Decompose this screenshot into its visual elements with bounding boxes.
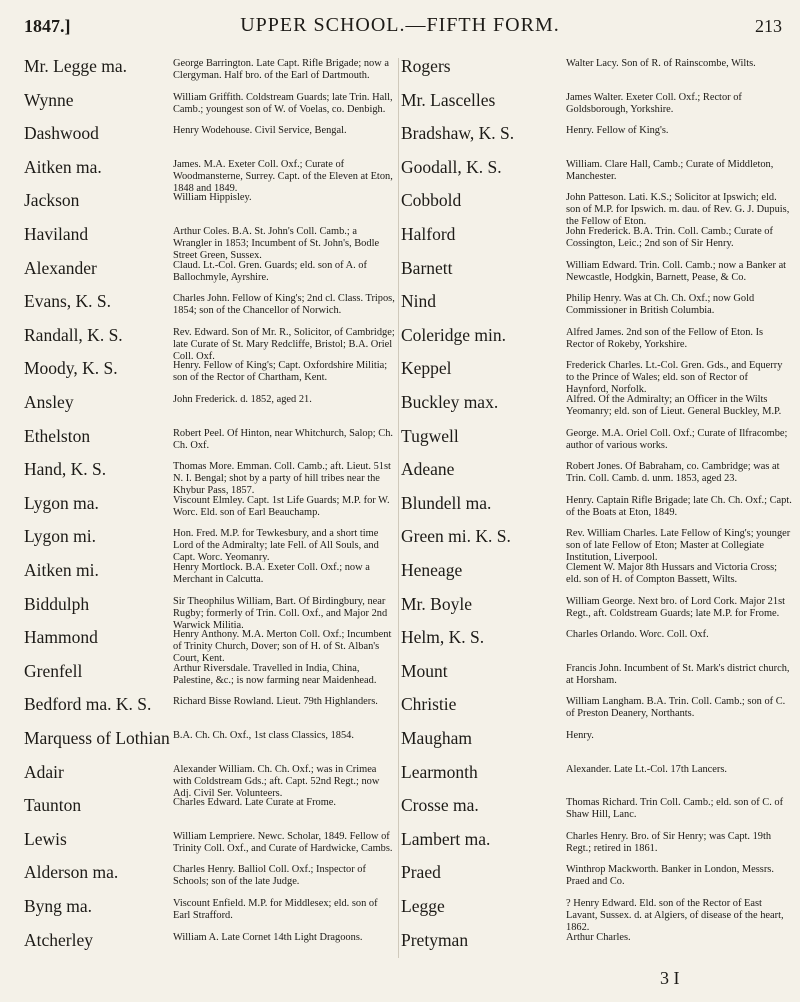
student-name: Green mi. K. S.: [401, 526, 511, 547]
student-entry: William Hippisley.: [173, 192, 252, 204]
student-name: Wynne: [24, 89, 74, 110]
student-name: Grenfell: [24, 660, 83, 681]
student-entry: Charles Henry. Bro. of Sir Henry; was Capt. 19th Regt.; retired in 1861.: [566, 830, 772, 854]
student-entry: Philip Henry. Was at Ch. Ch. Oxf.; now Gold Commissioner in British Columbia.: [566, 293, 755, 317]
signature-mark: 3 I: [660, 968, 680, 988]
student-entry: Robert Jones. Of Babraham, co. Cambridge; was at Trin. Coll. Camb. d. unm. 1853, aged 23.: [566, 461, 780, 485]
student-entry: Arthur Riversdale. Travelled in India, China, Palestine, &c.; is now farming near Maidenhead.: [173, 662, 377, 686]
student-name: Mr. Legge ma.: [24, 56, 128, 76]
student-name: Randall, K. S.: [24, 324, 123, 345]
student-entry: William Lempriere. Newc. Scholar, 1849. Fellow of Trinity Coll. Oxf., and Curate of Hardwicke, Cambs.: [173, 830, 393, 854]
student-entry: Arthur Charles.: [566, 931, 631, 943]
student-entry: Henry.: [566, 730, 594, 741]
student-entry: Frederick Charles. Lt.-Col. Gren. Gds., and Equerry to the Prince of Wales; eld. son of Rector of Haynford, Norfolk.: [566, 360, 783, 395]
student-entry: Thomas Richard. Trin Coll. Camb.; eld. son of C. of Shaw Hill, Lanc.: [566, 797, 784, 821]
column-divider: [398, 58, 399, 958]
student-name: Hammond: [24, 627, 98, 648]
student-name: Alexander: [24, 257, 97, 278]
student-name: Barnett: [401, 257, 453, 278]
student-name: Dashwood: [24, 123, 99, 144]
student-name: Lygon ma.: [24, 492, 99, 513]
student-name: Atcherley: [24, 929, 93, 950]
student-name: Mr. Boyle: [401, 593, 472, 614]
student-entry: Francis John. Incumbent of St. Mark's district church, at Horsham.: [566, 662, 790, 686]
student-name: Biddulph: [24, 593, 90, 614]
student-name: Legge: [401, 896, 445, 916]
student-name: Taunton: [24, 795, 82, 816]
student-name: Crosse ma.: [401, 795, 479, 816]
student-entry: B.A. Ch. Ch. Oxf., 1st class Classics, 1854.: [173, 730, 354, 741]
student-entry: James. M.A. Exeter Coll. Oxf.; Curate of Woodmansterne, Surrey. Capt. of the Eleven at Eton, 1848 and 1849.: [173, 158, 393, 193]
student-entry: Richard Bisse Rowland. Lieut. 79th Highlanders.: [173, 696, 378, 708]
student-entry: Henry Anthony. M.A. Merton Coll. Oxf.; Incumbent of Trinity Church, Dover; son of H. of St. Alban's Court, Kent.: [173, 629, 392, 664]
student-entry: Winthrop Mackworth. Banker in London, Messrs. Praed and Co.: [566, 864, 774, 888]
student-entry: ? Henry Edward. Eld. son of the Rector of East Lavant, Sussex. d. at Algiers, of disease of the heart, 1862.: [566, 898, 784, 932]
student-name: Adeane: [401, 459, 455, 480]
student-name: Buckley max.: [401, 392, 499, 412]
student-name: Lambert ma.: [401, 828, 491, 849]
student-entry: Hon. Fred. M.P. for Tewkesbury, and a short time Lord of the Admiralty; late Fell. of All Souls, and Capt. Worc. Yeomanry.: [173, 528, 379, 563]
student-name: Byng ma.: [24, 896, 93, 916]
student-name: Mount: [401, 660, 448, 681]
page-title: UPPER SCHOOL.—FIFTH FORM.: [240, 14, 560, 36]
student-name: Heneage: [401, 560, 463, 580]
student-entry: Alfred James. 2nd son of the Fellow of Eton. Is Rector of Rokeby, Yorkshire.: [566, 326, 764, 350]
student-entry: Thomas More. Emman. Coll. Camb.; aft. Lieut. 51st N. I. Bengal; shot by a party of hill tribes near the Khybur Pass, 1857.: [173, 461, 391, 496]
student-name: Nind: [401, 291, 436, 312]
student-name: Adair: [24, 761, 64, 782]
student-name: Cobbold: [401, 190, 462, 211]
student-entry: Rev. Edward. Son of Mr. R., Solicitor, of Cambridge; late Curate of St. Mary Redcliffe, Bristol; B.A. Oriel Coll. Oxf.: [173, 326, 395, 361]
student-entry: Clement W. Major 8th Hussars and Victoria Cross; eld. son of H. of Compton Bassett, Wilts.: [566, 562, 778, 585]
student-name: Haviland: [24, 224, 89, 244]
student-entry: Rev. William Charles. Late Fellow of King's; younger son of late Fellow of Eton; Master at Collegiate Institution, Liverpool.: [566, 528, 791, 563]
student-name: Alderson ma.: [24, 862, 119, 883]
student-entry: William Langham. B.A. Trin. Coll. Camb.; son of C. of Preston Deanery, Northants.: [566, 696, 786, 720]
student-entry: John Frederick. d. 1852, aged 21.: [173, 394, 312, 405]
student-entry: Alfred. Of the Admiralty; an Officer in the Wilts Yeomanry; eld. son of Lieut. General Buckley, M.P.: [566, 394, 782, 417]
student-name: Ethelston: [24, 425, 91, 446]
page-header: [0, 8, 800, 38]
student-name: Goodall, K. S.: [401, 156, 502, 177]
student-name: Lewis: [24, 828, 67, 849]
student-name: Aitken mi.: [24, 560, 99, 580]
student-entry: Charles Orlando. Worc. Coll. Oxf.: [566, 629, 709, 641]
student-name: Marquess of Lothian: [24, 728, 170, 748]
student-entry: John Patteson. Lati. K.S.; Solicitor at Ipswich; eld. son of M.P. for Ipswich. m. dau. of Rev. G. J. Dupuis, the Fellow of Eton.: [566, 192, 790, 227]
student-entry: Alexander. Late Lt.-Col. 17th Lancers.: [566, 763, 727, 775]
student-entry: John Frederick. B.A. Trin. Coll. Camb.; Curate of Cossington, Leic.; 2nd son of Sir Henry.: [566, 226, 773, 249]
header-year: 1847.]: [24, 16, 71, 36]
student-entry: Henry. Fellow of King's; Capt. Oxfordshire Militia; son of the Rector of Chartham, Kent.: [173, 360, 388, 384]
student-name: Bradshaw, K. S.: [401, 123, 515, 144]
student-entry: George Barrington. Late Capt. Rifle Brigade; now a Clergyman. Half bro. of the Earl of Dartmouth.: [173, 58, 389, 81]
student-entry: Henry. Captain Rifle Brigade; late Ch. Ch. Oxf.; Capt. of the Boats at Eton, 1849.: [566, 494, 792, 518]
student-name: Blundell ma.: [401, 492, 492, 513]
page-number: 213: [755, 16, 782, 36]
student-entry: Charles Edward. Late Curate at Frome.: [173, 797, 337, 809]
student-entry: Robert Peel. Of Hinton, near Whitchurch, Salop; Ch. Ch. Oxf.: [173, 427, 393, 451]
student-name: Moody, K. S.: [24, 358, 118, 379]
student-name: Learmonth: [401, 761, 478, 782]
student-entry: Henry. Fellow of King's.: [566, 125, 669, 137]
student-entry: William Griffith. Coldstream Guards; late Trin. Hall, Camb.; youngest son of W. of Voelas, co. Denbigh.: [173, 91, 393, 115]
student-name: Ansley: [24, 392, 74, 412]
student-entry: Charles Henry. Balliol Coll. Oxf.; Inspector of Schools; son of the late Judge.: [173, 864, 366, 888]
student-name: Mr. Lascelles: [401, 89, 496, 110]
student-name: Aitken ma.: [24, 156, 102, 177]
student-entry: Claud. Lt.-Col. Gren. Guards; eld. son of A. of Ballochmyle, Ayrshire.: [173, 259, 367, 283]
student-name: Helm, K. S.: [401, 627, 485, 648]
student-entry: Walter Lacy. Son of R. of Rainscombe, Wilts.: [566, 58, 756, 69]
student-entry: James Walter. Exeter Coll. Oxf.; Rector of Goldsborough, Yorkshire.: [566, 91, 742, 115]
student-entry: William George. Next bro. of Lord Cork. Major 21st Regt., aft. Coldstream Guards; late M.P. for Frome.: [566, 595, 785, 619]
student-entry: William Edward. Trin. Coll. Camb.; now a Banker at Newcastle, Hodgkin, Barnett, Pease, & Co.: [566, 259, 787, 283]
student-name: Halford: [401, 224, 456, 244]
student-entry: George. M.A. Oriel Coll. Oxf.; Curate of Ilfracombe; author of various works.: [566, 427, 788, 451]
student-name: Christie: [401, 694, 457, 715]
student-name: Lygon mi.: [24, 526, 96, 547]
student-entry: Alexander William. Ch. Ch. Oxf.; was in Crimea with Coldstream Gds.; aft. Capt. 52nd Regt.; now Adj. Civil Ser. Volunteers.: [173, 763, 380, 798]
student-entry: Henry Mortlock. B.A. Exeter Coll. Oxf.; now a Merchant in Calcutta.: [173, 562, 370, 585]
student-name: Jackson: [24, 190, 80, 211]
student-name: Tugwell: [401, 425, 459, 446]
student-name: Hand, K. S.: [24, 459, 107, 480]
student-name: Maugham: [401, 728, 472, 748]
student-name: Evans, K. S.: [24, 291, 112, 312]
student-entry: Arthur Coles. B.A. St. John's Coll. Camb.; a Wrangler in 1853; Incumbent of St. John's, Bodle Street Green, Sussex.: [173, 226, 380, 260]
student-entry: William. Clare Hall, Camb.; Curate of Middleton, Manchester.: [566, 158, 774, 182]
student-entry: Viscount Elmley. Capt. 1st Life Guards; M.P. for W. Worc. Eld. son of Earl Beauchamp.: [173, 494, 390, 518]
student-name: Rogers: [401, 56, 451, 76]
student-name: Pretyman: [401, 929, 469, 950]
student-name: Coleridge min.: [401, 324, 506, 345]
student-entry: Henry Wodehouse. Civil Service, Bengal.: [173, 125, 347, 137]
student-name: Praed: [401, 862, 441, 883]
student-entry: Viscount Enfield. M.P. for Middlesex; eld. son of Earl Strafford.: [173, 898, 378, 921]
student-entry: Sir Theophilus William, Bart. Of Birdingbury, near Rugby; formerly of Trin. Coll. Oxf., and Major 2nd Warwick Militia.: [173, 595, 388, 630]
student-entry: Charles John. Fellow of King's; 2nd cl. Class. Tripos, 1854; son of the Chancellor of Norwich.: [173, 293, 395, 317]
student-entry: William A. Late Cornet 14th Light Dragoons.: [173, 931, 363, 943]
student-name: Keppel: [401, 358, 452, 379]
student-name: Bedford ma. K. S.: [24, 694, 152, 715]
